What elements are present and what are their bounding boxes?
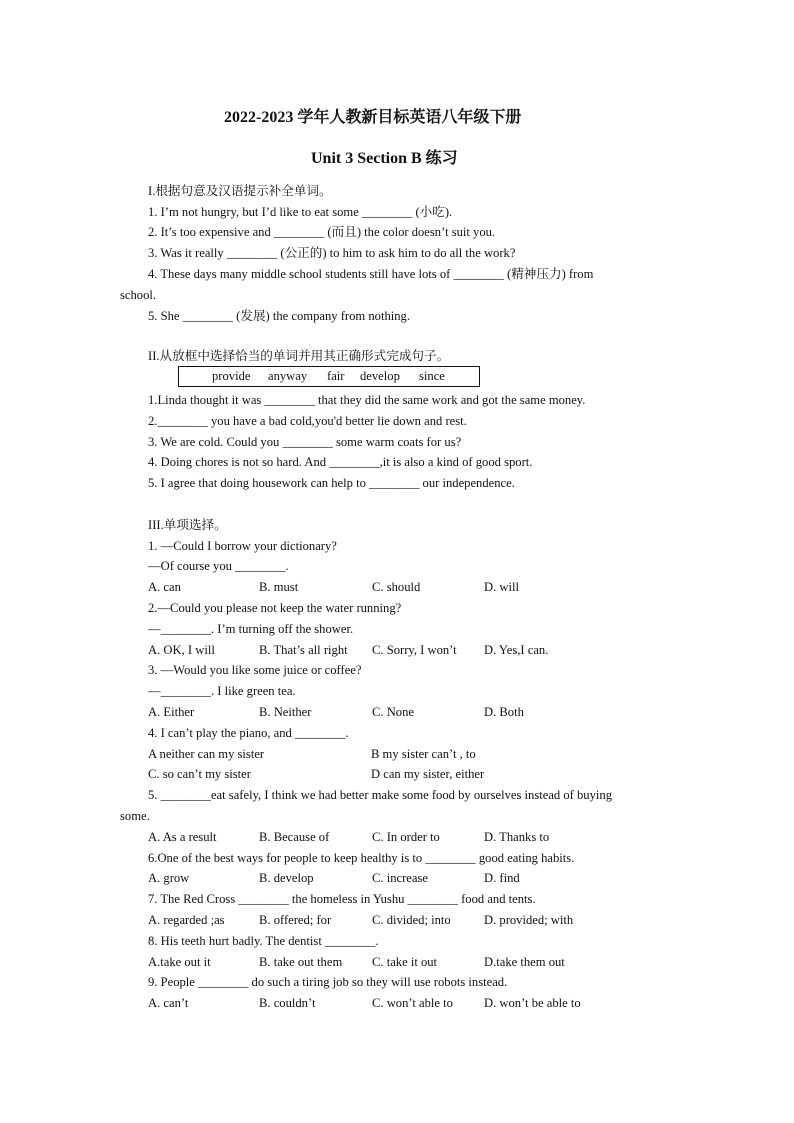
- question-7-option-d: D. provided; with: [484, 913, 574, 927]
- question-3-option-d: D. Both: [484, 705, 524, 719]
- question-2-stem: 2.—Could you please not keep the water running?: [148, 601, 402, 615]
- question-2-option-c: C. Sorry, I won’t: [372, 643, 457, 657]
- page-title: 2022-2023 学年人教新目标英语八年级下册: [224, 109, 522, 126]
- question-7-stem: 7. The Red Cross ________ the homeless in Yushu ________ food and tents.: [148, 892, 536, 906]
- question-7-option-a: A. regarded ;as: [148, 913, 225, 927]
- section1-item-4: 4. These days many middle school students still have lots of ________ (精神压力) from: [148, 267, 594, 281]
- question-5-option-d: D. Thanks to: [484, 830, 550, 844]
- section1-item-5: 5. She ________ (发展) the company from nothing.: [148, 309, 410, 323]
- question-5-option-b: B. Because of: [259, 830, 330, 844]
- question-5-option-c: C. In order to: [372, 830, 440, 844]
- question-8-option-a: A.take out it: [148, 955, 211, 969]
- question-1-line2: —Of course you ________.: [148, 559, 289, 573]
- section1-heading: I.根据句意及汉语提示补全单词。: [148, 184, 332, 198]
- question-8-option-d: D.take them out: [484, 955, 565, 969]
- question-2-option-b: B. That’s all right: [259, 643, 348, 657]
- word-bank-word: anyway: [268, 369, 308, 383]
- question-5-stem: 5. ________eat safely, I think we had better make some food by ourselves instead of buying: [148, 788, 612, 802]
- section1-item-1: 1. I’m not hungry, but I’d like to eat some ________ (小吃).: [148, 205, 453, 219]
- question-6-stem: 6.One of the best ways for people to keep healthy is to ________ good eating habits.: [148, 851, 575, 865]
- question-1-stem: 1. —Could I borrow your dictionary?: [148, 539, 337, 553]
- question-9-stem: 9. People ________ do such a tiring job so they will use robots instead.: [148, 975, 508, 989]
- word-bank-word: develop: [360, 369, 400, 383]
- question-1-option-c: C. should: [372, 580, 421, 594]
- question-6-option-d: D. find: [484, 871, 520, 885]
- question-5-line2: some.: [120, 809, 150, 823]
- question-6-option-a: A. grow: [148, 871, 190, 885]
- question-3-option-c: C. None: [372, 705, 414, 719]
- section2-heading: II.从放框中选择恰当的单词并用其正确形式完成句子。: [148, 349, 450, 363]
- word-bank-word: fair: [327, 369, 345, 383]
- question-4-option-c: C. so can’t my sister: [148, 767, 251, 781]
- question-1-option-b: B. must: [259, 580, 299, 594]
- question-9-option-d: D. won’t be able to: [484, 996, 581, 1010]
- question-6-option-b: B. develop: [259, 871, 314, 885]
- question-8-option-c: C. take it out: [372, 955, 438, 969]
- question-5-option-a: A. As a result: [148, 830, 217, 844]
- question-4-option-b: B my sister can’t , to: [371, 747, 476, 761]
- question-3-stem: 3. —Would you like some juice or coffee?: [148, 663, 362, 677]
- question-1-option-d: D. will: [484, 580, 519, 594]
- question-2-option-d: D. Yes,I can.: [484, 643, 549, 657]
- question-2-line2: —________. I’m turning off the shower.: [148, 622, 354, 636]
- section1-item-4-cont: school.: [120, 288, 157, 302]
- question-3-line2: —________. I like green tea.: [148, 684, 296, 698]
- question-2-option-a: A. OK, I will: [148, 643, 215, 657]
- question-9-option-b: B. couldn’t: [259, 996, 316, 1010]
- question-8-option-b: B. take out them: [259, 955, 343, 969]
- question-8-stem: 8. His teeth hurt badly. The dentist ________.: [148, 934, 379, 948]
- question-6-option-c: C. increase: [372, 871, 428, 885]
- question-1-option-a: A. can: [148, 580, 181, 594]
- word-bank-box: [178, 366, 480, 387]
- section1-item-3: 3. Was it really ________ (公正的) to him to ask him to do all the work?: [148, 246, 516, 260]
- section3-heading: III.单项选择。: [148, 518, 227, 532]
- question-4-stem: 4. I can’t play the piano, and ________.: [148, 726, 349, 740]
- section1-item-2: 2. It’s too expensive and ________ (而且) the color doesn’t suit you.: [148, 225, 496, 239]
- word-bank-word: since: [419, 369, 445, 383]
- question-7-option-b: B. offered; for: [259, 913, 332, 927]
- section2-item-4: 4. Doing chores is not so hard. And ________,it is also a kind of good sport.: [148, 455, 533, 469]
- question-4-option-d: D can my sister, either: [371, 767, 485, 781]
- question-7-option-c: C. divided; into: [372, 913, 451, 927]
- question-3-option-b: B. Neither: [259, 705, 312, 719]
- section2-item-2: 2.________ you have a bad cold,you'd better lie down and rest.: [148, 414, 467, 428]
- page-subtitle: Unit 3 Section B 练习: [311, 150, 458, 167]
- question-4-option-a: A neither can my sister: [148, 747, 265, 761]
- section2-item-3: 3. We are cold. Could you ________ some warm coats for us?: [148, 435, 462, 449]
- question-9-option-c: C. won’t able to: [372, 996, 453, 1010]
- question-9-option-a: A. can’t: [148, 996, 189, 1010]
- section2-item-1: 1.Linda thought it was ________ that they did the same work and got the same money.: [148, 393, 586, 407]
- word-bank-word: provide: [212, 369, 251, 383]
- question-3-option-a: A. Either: [148, 705, 195, 719]
- section2-item-5: 5. I agree that doing housework can help to ________ our independence.: [148, 476, 515, 490]
